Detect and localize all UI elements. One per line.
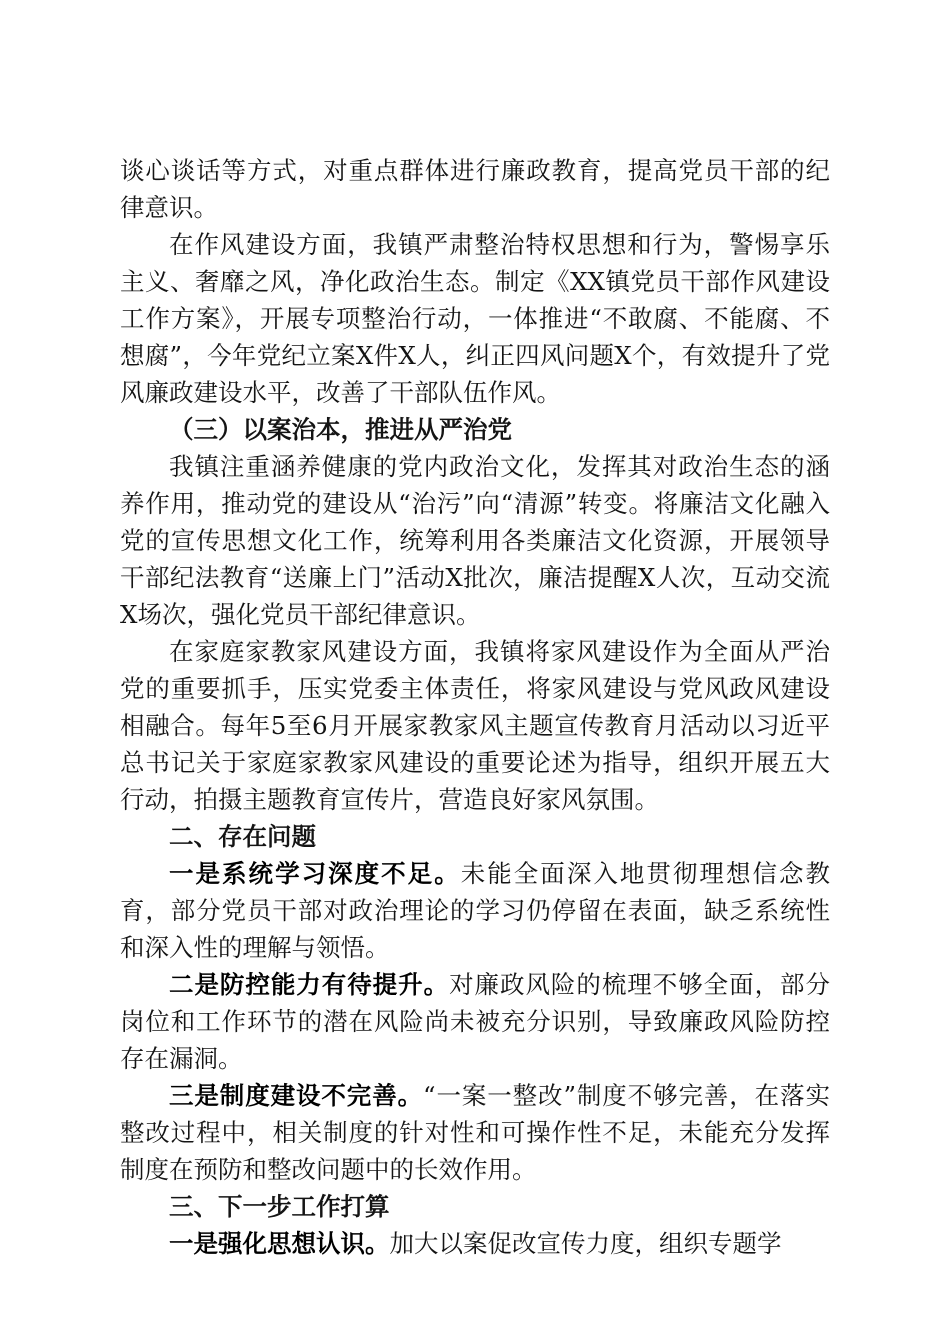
problem-1-text: 未能全面深入地贯彻理想信念教育，部分党员干部对政治理论的学习仍停留在表面，缺乏系统性和深入性的理解与领悟。 <box>120 859 831 962</box>
section-heading-3: （三）以案治本，推进从严治党 <box>169 415 512 444</box>
plan-1-text: 加大以案促改宣传力度，组织专题学 <box>389 1229 782 1258</box>
paragraph-political-culture: 我镇注重涵养健康的党内政治文化，发挥其对政治生态的涵养作用，推动党的建设从“治污”向“清源”转变。将廉洁文化融入党的宣传思想文化工作，统筹利用各类廉洁文化资源，开展领导干部纪法教育“送廉上门”活动X批次，廉洁提醒X人次，互动交流X场次，强化党员干部纪律意识。 <box>120 452 830 629</box>
paragraph-family-tradition: 在家庭家教家风建设方面，我镇将家风建设作为全面从严治党的重要抓手，压实党委主体责任，将家风建设与党风政风建设相融合。每年5至6月开展家教家风主题宣传教育月活动以习近平总书记关于家庭家教家风建设的重要论述为指导，组织开展五大行动，拍摄主题教育宣传片，营造良好家风氛围。 <box>120 637 830 814</box>
section-heading-problems: 二、存在问题 <box>169 822 316 851</box>
section-heading-next-steps: 三、下一步工作打算 <box>169 1192 390 1221</box>
document-body <box>120 152 830 1262</box>
problem-1-lead: 一是系统学习深度不足。 <box>169 859 461 888</box>
problem-3-lead: 三是制度建设不完善。 <box>169 1081 424 1110</box>
problem-2-text: 对廉政风险的梳理不够全面，部分岗位和工作环节的潜在风险尚未被充分识别，导致廉政风险防控存在漏洞。 <box>120 970 831 1073</box>
problem-3-text: “一案一整改”制度不够完善，在落实整改过程中，相关制度的针对性和可操作性不足，未能充分发挥制度在预防和整改问题中的长效作用。 <box>120 1081 830 1184</box>
paragraph-style-building: 在作风建设方面，我镇严肃整治特权思想和行为，警惕享乐主义、奢靡之风，净化政治生态。制定《XX镇党员干部作风建设工作方案》，开展专项整治行动，一体推进“不敢腐、不能腐、不想腐”，今年党纪立案X件X人，纠正四风问题X个，有效提升了党风廉政建设水平，改善了干部队伍作风。 <box>120 230 830 407</box>
paragraph-problem-2 <box>120 966 830 1077</box>
paragraph-plan-1 <box>120 1225 830 1262</box>
plan-1-lead: 一是强化思想认识。 <box>169 1229 390 1258</box>
paragraph-continuation: 谈心谈话等方式，对重点群体进行廉政教育，提高党员干部的纪律意识。 <box>120 156 830 222</box>
paragraph-problem-1 <box>120 855 830 966</box>
problem-2-lead: 二是防控能力有待提升。 <box>169 970 450 999</box>
paragraph-problem-3 <box>120 1077 830 1188</box>
